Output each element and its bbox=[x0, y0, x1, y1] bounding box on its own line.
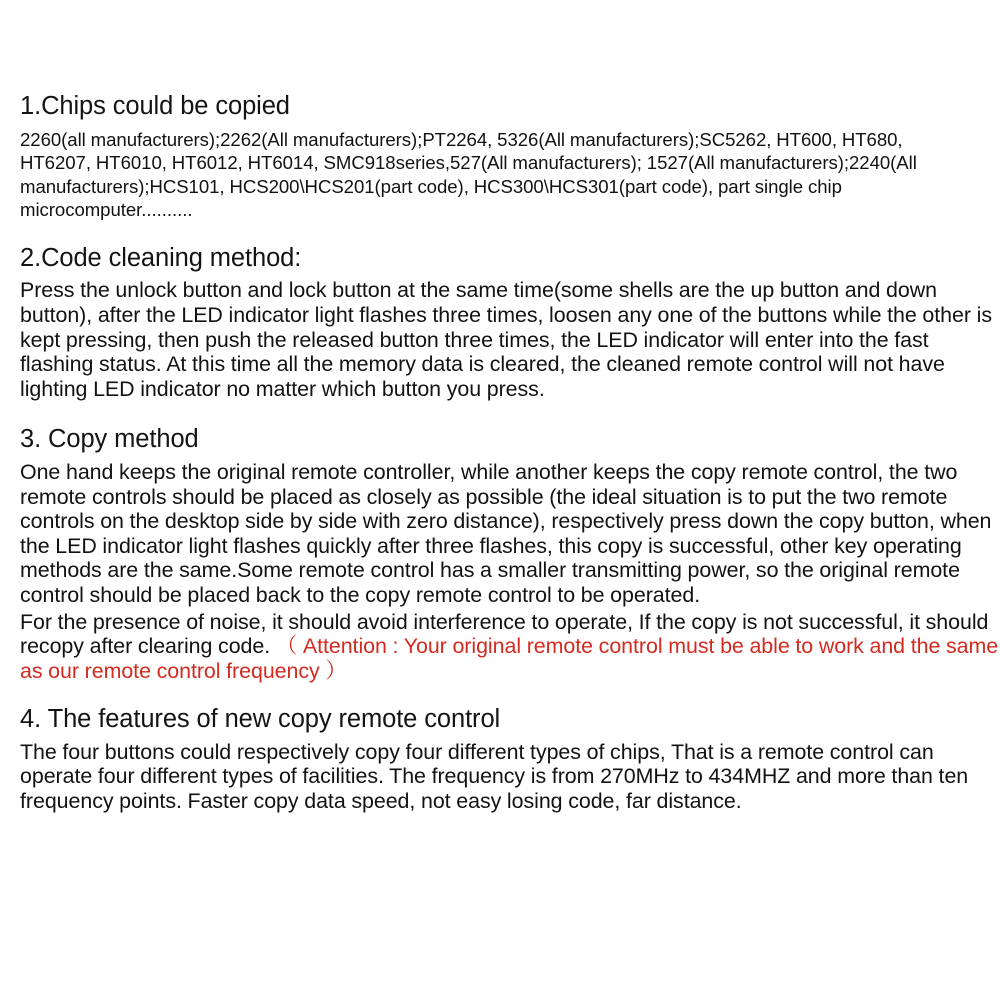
section-3-body-paragraph-2 bbox=[20, 610, 1000, 684]
section-features-of-new-copy-remote-control bbox=[20, 705, 1000, 813]
section-code-cleaning-method bbox=[20, 244, 1000, 402]
section-3-body-paragraph-1: One hand keeps the original remote controller, while another keeps the copy remote control, the two remote controls should be placed as closely as possible (the ideal situation is to put the two remote controls on the desktop side by side with zero distance), respectively press down the copy button, when the LED indicator light flashes quickly after three flashes, this copy is successful, other key operating methods are the same.Some remote control has a smaller transmitting power, so the original remote control should be placed back to the copy remote control to be operated. bbox=[20, 459, 992, 607]
section-chips-could-be-copied bbox=[20, 92, 1000, 222]
section-copy-method bbox=[20, 425, 1000, 683]
attention-note: （ Attention : Your original remote control must be able to work and the same as our remote control frequency ） bbox=[20, 634, 999, 683]
section-1-heading: 1.Chips could be copied bbox=[20, 92, 290, 120]
section-3-paragraph-2-plain-text: For the presence of noise, it should avoid interference to operate, If the copy is not successful, it should recopy after clearing code. bbox=[20, 609, 989, 659]
section-2-body: Press the unlock button and lock button at the same time(some shells are the up button and down button), after the LED indicator light flashes three times, loosen any one of the buttons while the other is kept pressing, then push the released button three times, the LED indicator will enter into the fast flashing status. At this time all the memory data is cleared, the cleaned remote control will not have lighting LED indicator no matter which button you press. bbox=[20, 278, 992, 401]
section-3-heading: 3. Copy method bbox=[20, 425, 199, 454]
section-2-heading: 2.Code cleaning method: bbox=[20, 243, 302, 272]
section-1-body: 2260(all manufacturers);2262(All manufacturers);PT2264, 5326(All manufacturers);SC5262, HT600, HT680, HT6207, HT6010, HT6012, HT6014, SMC918series,527(All manufacturers); 1527(All manufacturers);2240(All manufacturers);HCS101, HCS200\HCS201(part code), HCS300\HCS301(part code), part single chip microcomputer.......... bbox=[20, 128, 917, 221]
section-4-body: The four buttons could respectively copy four different types of chips, That is a remote control can operate four different types of facilities. The frequency is from 270MHz to 434MHZ and more than ten frequency points. Faster copy data speed, not easy losing code, far distance. bbox=[20, 739, 969, 814]
section-4-heading: 4. The features of new copy remote control bbox=[20, 705, 501, 734]
instructions-content bbox=[20, 92, 1000, 814]
